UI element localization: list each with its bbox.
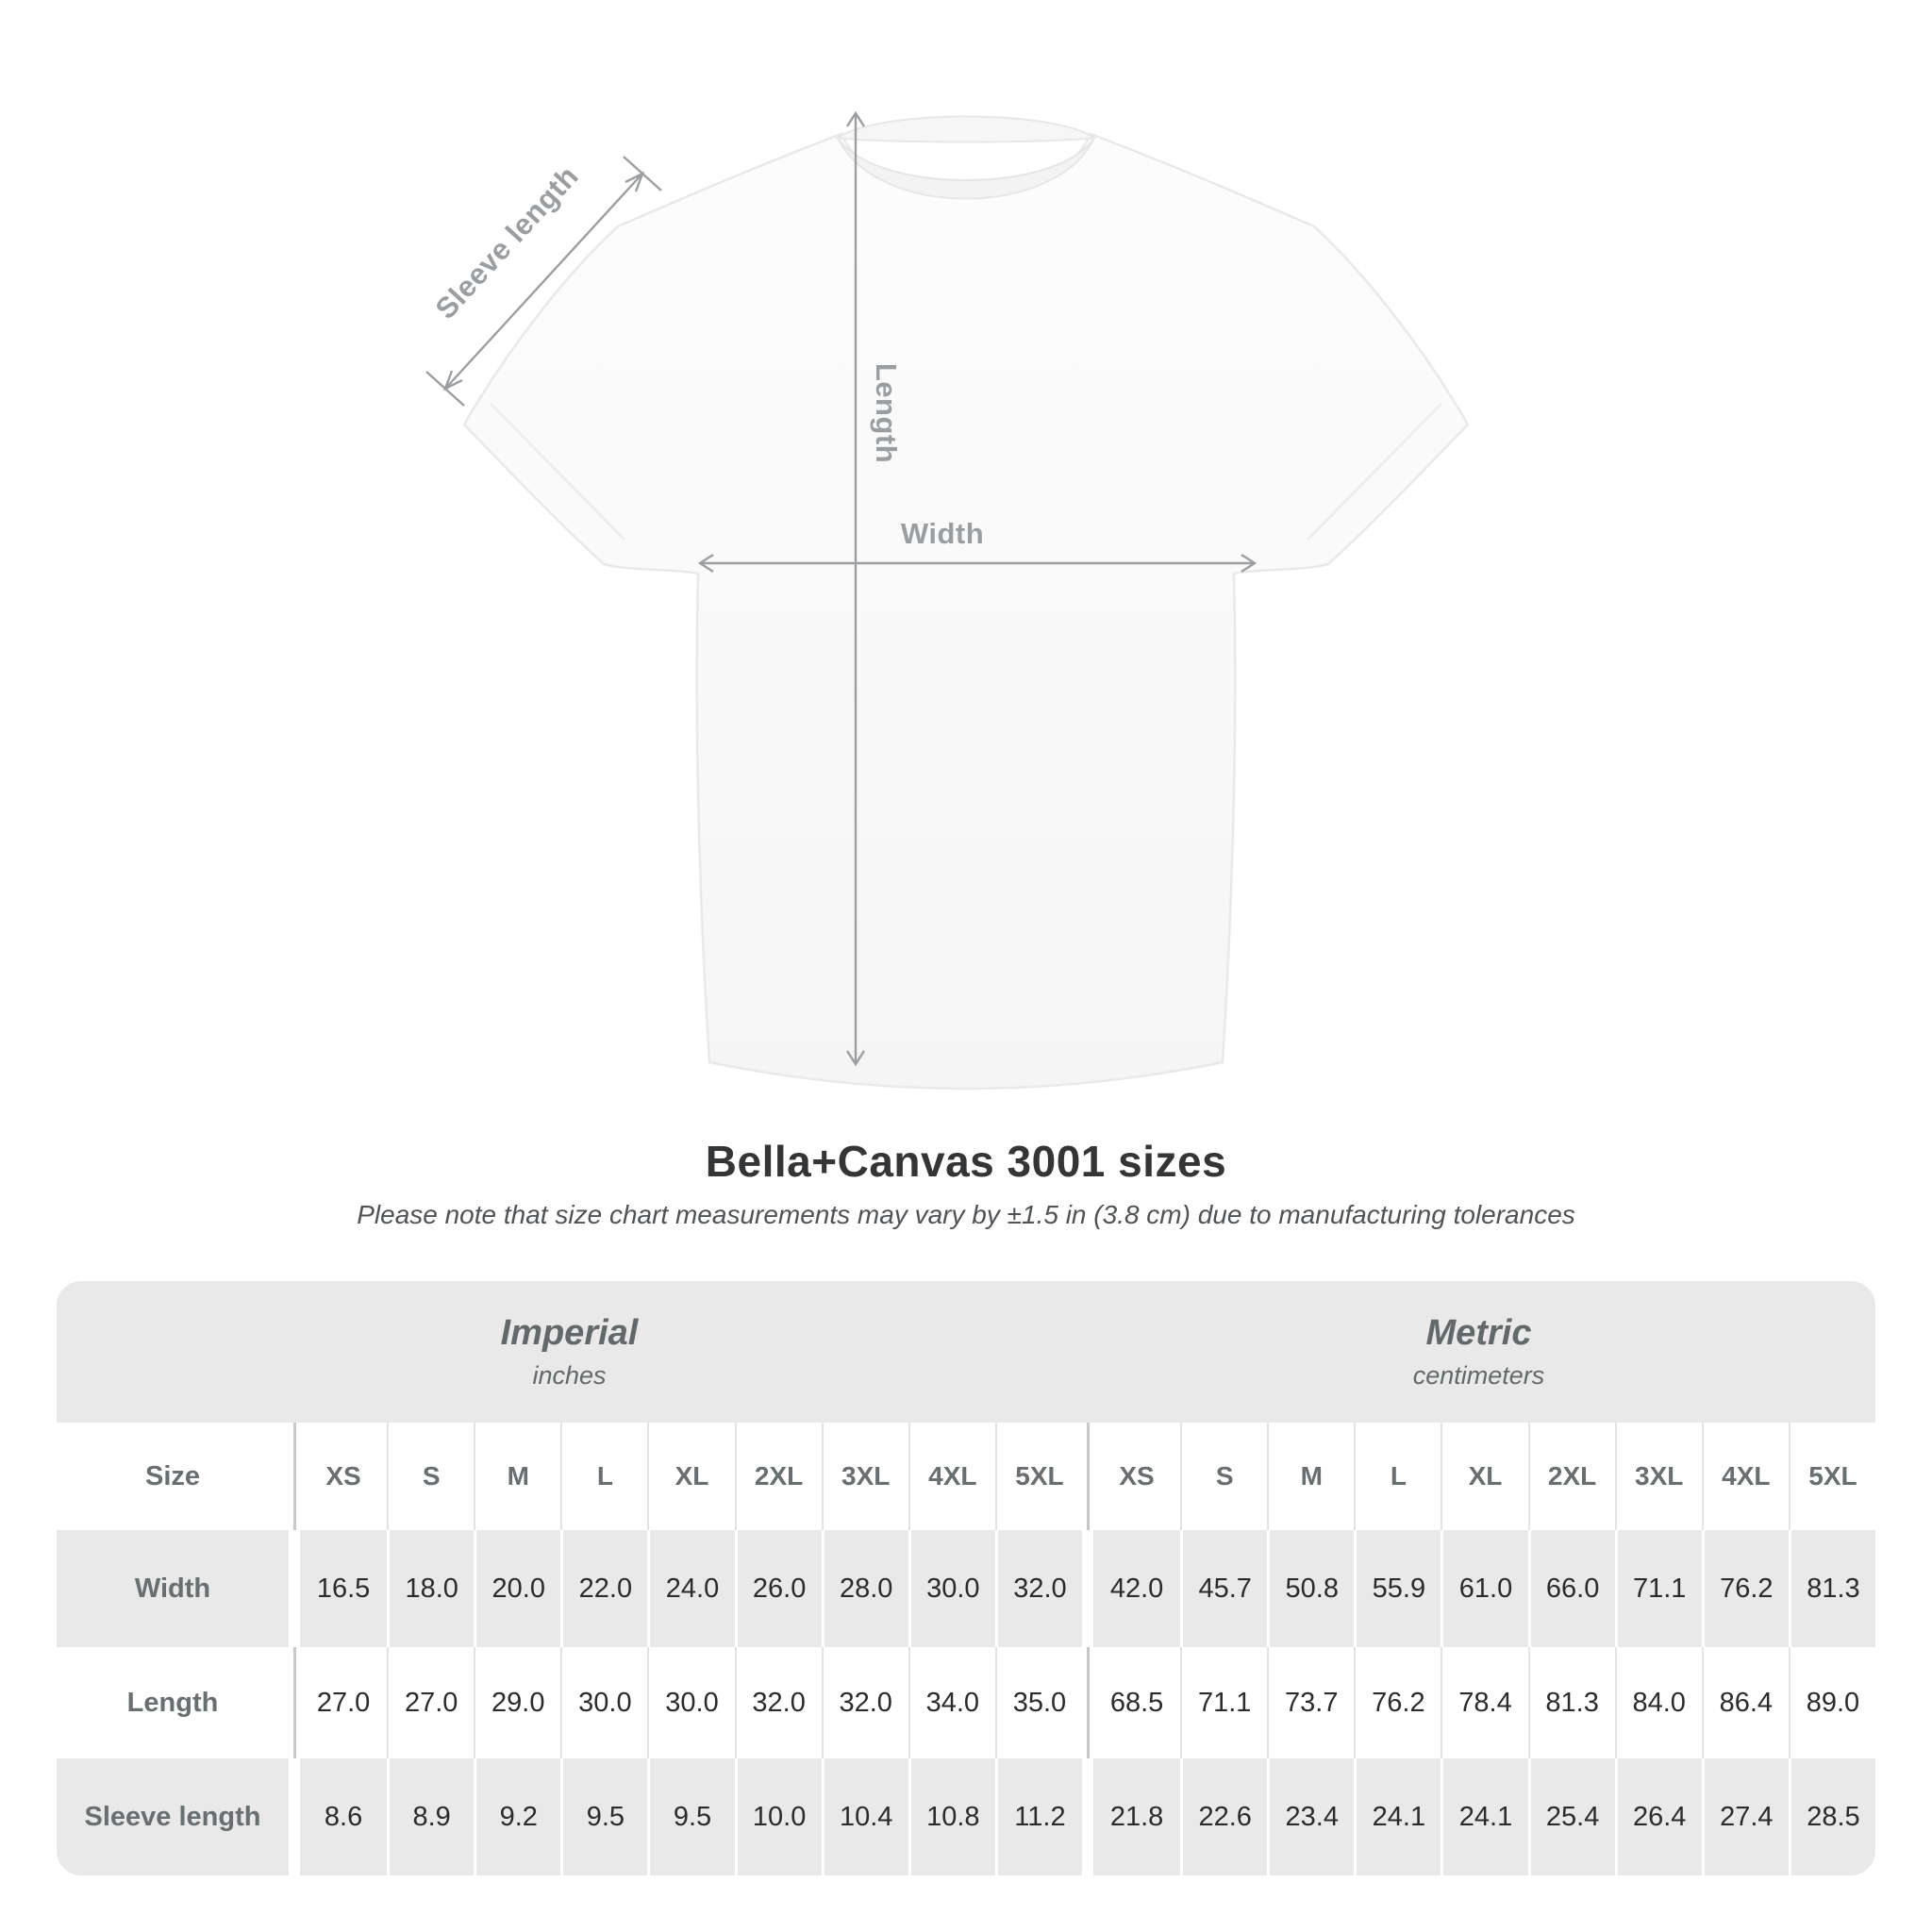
imperial-section-header: [57, 1281, 1082, 1423]
size-table: [57, 1281, 1875, 1875]
imperial-label: Imperial: [500, 1313, 639, 1353]
section-divider: [1082, 1530, 1093, 1647]
size-value-cell: 45.7: [1180, 1530, 1267, 1647]
column-header: S: [1180, 1423, 1267, 1530]
size-value-cell: 84.0: [1615, 1647, 1702, 1758]
width-label: Width: [900, 517, 985, 550]
unit-header-band: [57, 1281, 1875, 1423]
size-value-cell: 89.0: [1789, 1647, 1875, 1758]
size-value-cell: 26.0: [735, 1530, 822, 1647]
size-value-cell: 68.5: [1109, 1687, 1164, 1718]
size-value-cell: 24.1: [1354, 1758, 1441, 1875]
imperial-unit: inches: [532, 1361, 607, 1390]
size-value-cell: 76.2: [1702, 1530, 1789, 1647]
size-value-cell: 26.4: [1615, 1758, 1702, 1875]
size-value-cell: 18.0: [387, 1530, 474, 1647]
section-divider: [289, 1758, 300, 1875]
section-divider: [1082, 1647, 1093, 1758]
size-value-cell: 22.6: [1180, 1758, 1267, 1875]
row-label: Length: [126, 1687, 219, 1718]
size-value-cell: 8.6: [324, 1801, 363, 1832]
size-value-cell: 25.4: [1528, 1758, 1615, 1875]
metric-unit: centimeters: [1412, 1361, 1545, 1390]
column-header: 5XL: [1789, 1423, 1875, 1530]
column-header: L: [1354, 1423, 1441, 1530]
section-divider: [289, 1530, 300, 1647]
size-value-cell: 35.0: [995, 1647, 1082, 1758]
size-value-cell: 10.0: [735, 1758, 822, 1875]
column-header: XL: [647, 1423, 734, 1530]
size-value-cell: 81.3: [1789, 1530, 1875, 1647]
size-value-cell: 9.5: [560, 1758, 647, 1875]
size-value-cell: 9.2: [474, 1758, 560, 1875]
row-label: Width: [134, 1573, 211, 1604]
size-value-cell: 32.0: [735, 1647, 822, 1758]
section-divider: [289, 1647, 300, 1758]
size-value-cell: 42.0: [1109, 1573, 1164, 1604]
column-header: XL: [1441, 1423, 1527, 1530]
size-value-cell: 23.4: [1267, 1758, 1354, 1875]
tolerance-note: Please note that size chart measurements may vary by ±1.5 in (3.8 cm) due to manufacturing tolerances: [357, 1200, 1575, 1229]
size-header-row: [57, 1423, 1875, 1530]
size-value-cell: 24.0: [647, 1530, 734, 1647]
size-value-cell: 30.0: [908, 1530, 995, 1647]
size-value-cell: 32.0: [995, 1530, 1082, 1647]
column-header: S: [387, 1423, 474, 1530]
size-value-cell: 50.8: [1267, 1530, 1354, 1647]
size-value-cell: 27.0: [387, 1647, 474, 1758]
size-value-cell: 76.2: [1354, 1647, 1441, 1758]
size-value-cell: 28.0: [822, 1530, 908, 1647]
size-value-cell: 73.7: [1267, 1647, 1354, 1758]
row-label: Sleeve length: [84, 1801, 261, 1832]
column-header: 3XL: [1615, 1423, 1702, 1530]
size-value-cell: 61.0: [1441, 1530, 1527, 1647]
length-label: Length: [870, 362, 903, 464]
metric-label: Metric: [1425, 1313, 1532, 1353]
size-value-cell: 34.0: [908, 1647, 995, 1758]
section-divider: [1082, 1758, 1093, 1875]
column-header: M: [474, 1423, 560, 1530]
size-value-cell: 30.0: [647, 1647, 734, 1758]
column-header: XS: [325, 1461, 361, 1491]
size-value-cell: 9.5: [647, 1758, 734, 1875]
size-value-cell: 66.0: [1528, 1530, 1615, 1647]
tshirt-graphic: [464, 117, 1468, 1090]
section-divider: [289, 1423, 300, 1530]
size-value-cell: 22.0: [560, 1530, 647, 1647]
size-value-cell: 20.0: [474, 1530, 560, 1647]
size-value-cell: 30.0: [560, 1647, 647, 1758]
size-value-cell: 78.4: [1441, 1647, 1527, 1758]
column-header: 2XL: [1528, 1423, 1615, 1530]
column-header: XS: [1119, 1461, 1155, 1491]
column-header: 4XL: [1702, 1423, 1789, 1530]
size-value-cell: 29.0: [474, 1647, 560, 1758]
size-value-cell: 32.0: [822, 1647, 908, 1758]
size-header: Size: [144, 1460, 201, 1491]
column-header: M: [1267, 1423, 1354, 1530]
size-value-cell: 27.4: [1702, 1758, 1789, 1875]
column-header: 5XL: [995, 1423, 1082, 1530]
collar-back: [838, 117, 1094, 142]
table-row-sleeve-length: [57, 1758, 1875, 1875]
page-title: Bella+Canvas 3001 sizes: [705, 1137, 1227, 1186]
sleeve-length-label: Sleeve length: [428, 159, 585, 325]
size-value-cell: 81.3: [1528, 1647, 1615, 1758]
column-header: 3XL: [822, 1423, 908, 1530]
column-header: L: [560, 1423, 647, 1530]
size-value-cell: 16.5: [316, 1573, 371, 1604]
size-value-cell: 27.0: [316, 1687, 371, 1718]
section-divider: [1082, 1423, 1093, 1530]
size-value-cell: 28.5: [1789, 1758, 1875, 1875]
size-value-cell: 10.8: [908, 1758, 995, 1875]
size-value-cell: 86.4: [1702, 1647, 1789, 1758]
size-value-cell: 71.1: [1180, 1647, 1267, 1758]
size-value-cell: 71.1: [1615, 1530, 1702, 1647]
size-value-cell: 55.9: [1354, 1530, 1441, 1647]
table-row-width: [57, 1530, 1875, 1647]
column-header: 2XL: [735, 1423, 822, 1530]
size-value-cell: 24.1: [1441, 1758, 1527, 1875]
column-header: 4XL: [908, 1423, 995, 1530]
table-row-length: [57, 1647, 1875, 1758]
metric-section-header: [1082, 1281, 1875, 1423]
size-value-cell: 21.8: [1109, 1801, 1164, 1832]
size-value-cell: 8.9: [387, 1758, 474, 1875]
size-value-cell: 11.2: [995, 1758, 1082, 1875]
size-value-cell: 10.4: [822, 1758, 908, 1875]
